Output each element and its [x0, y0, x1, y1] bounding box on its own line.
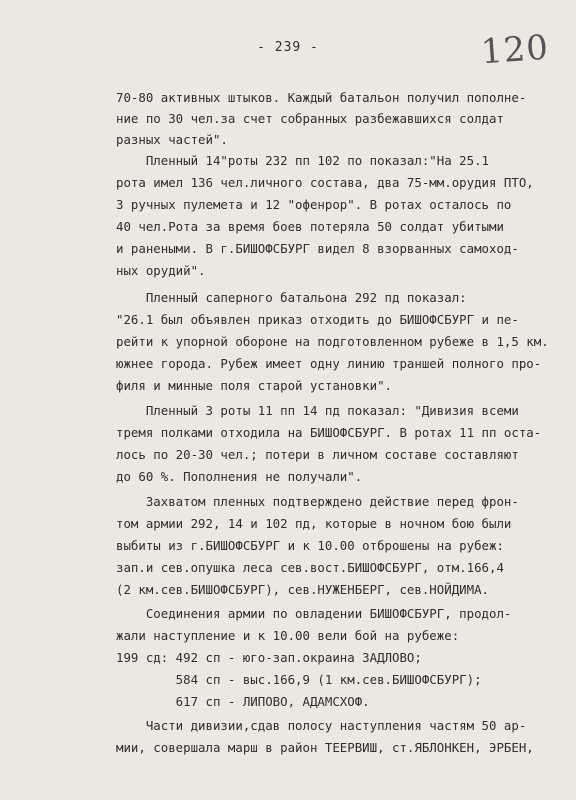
text-line: Пленный 14"роты 232 пп 102 по показал:"На 25.1 [116, 153, 489, 168]
archive-number: 120 [479, 27, 551, 73]
text-line: рота имел 136 чел.личного состава, два 75-мм.орудия ПТО, [116, 175, 534, 190]
text-line: южнее города. Рубеж имеет одну линию траншей полного про- [116, 356, 542, 371]
page-number: - 239 - [257, 40, 319, 55]
text-line: разных частей". [116, 132, 228, 147]
text-line: и ранеными. В г.БИШОФСБУРГ видел 8 взорванных самоход- [116, 241, 519, 256]
text-line: тремя полками отходила на БИШОФСБУРГ. В ротах 11 пп оста- [116, 425, 542, 440]
text-line: филя и минные поля старой установки". [116, 378, 393, 393]
text-line: лось по 20-30 чел.; потери в личном составе составляют [116, 447, 519, 462]
text-line: 3 ручных пулемета и 12 "офенрор". В ротах осталось по [116, 197, 512, 212]
text-line: "26.1 был объявлен приказ отходить до БИШОФСБУРГ и пе- [116, 312, 519, 327]
text-line: выбиты из г.БИШОФСБУРГ и к 10.00 отброшены на рубеж: [116, 538, 504, 553]
text-line: Части дивизии,сдав полосу наступления частям 50 ар- [116, 718, 527, 733]
text-line: Захватом пленных подтверждено действие перед фрон- [116, 494, 519, 509]
text-line: жали наступление и к 10.00 вели бой на рубеже: [116, 628, 460, 643]
text-line: (2 км.сев.БИШОФСБУРГ), сев.НУЖЕНБЕРГ, сев.НОЙДИМА. [116, 582, 489, 597]
text-line: 617 сп - ЛИПОВО, АДАМСХОФ. [116, 694, 370, 709]
text-line: мии, совершала марш в район ТЕЕРВИШ, ст.ЯБЛОНКЕН, ЭРБЕН, [116, 740, 534, 755]
text-line: 584 сп - выс.166,9 (1 км.сев.БИШОФСБУРГ); [116, 672, 482, 687]
text-line: ние по 30 чел.за счет собранных разбежавшихся солдат [116, 111, 504, 126]
text-line: Пленный 3 роты 11 пп 14 пд показал: "Дивизия всеми [116, 403, 519, 418]
text-line: 70-80 активных штыков. Каждый батальон получил пополне- [116, 90, 527, 105]
text-line: том армии 292, 14 и 102 пд, которые в ночном бою были [116, 516, 512, 531]
text-line: Соединения армии по овладении БИШОФСБУРГ, продол- [116, 606, 512, 621]
text-line: 199 сд: 492 сп - юго-зап.окраина ЗАДЛОВО; [116, 650, 422, 665]
text-line: 40 чел.Рота за время боев потеряла 50 солдат убитыми [116, 219, 504, 234]
text-line: рейти к упорной обороне на подготовленном рубеже в 1,5 км. [116, 334, 549, 349]
text-line: ных орудий". [116, 263, 206, 278]
text-line: Пленный саперного батальона 292 пд показал: [116, 290, 467, 305]
text-line: зап.и сев.опушка леса сев.вост.БИШОФСБУРГ, отм.166,4 [116, 560, 504, 575]
text-line: до 60 %. Пополнения не получали". [116, 469, 363, 484]
